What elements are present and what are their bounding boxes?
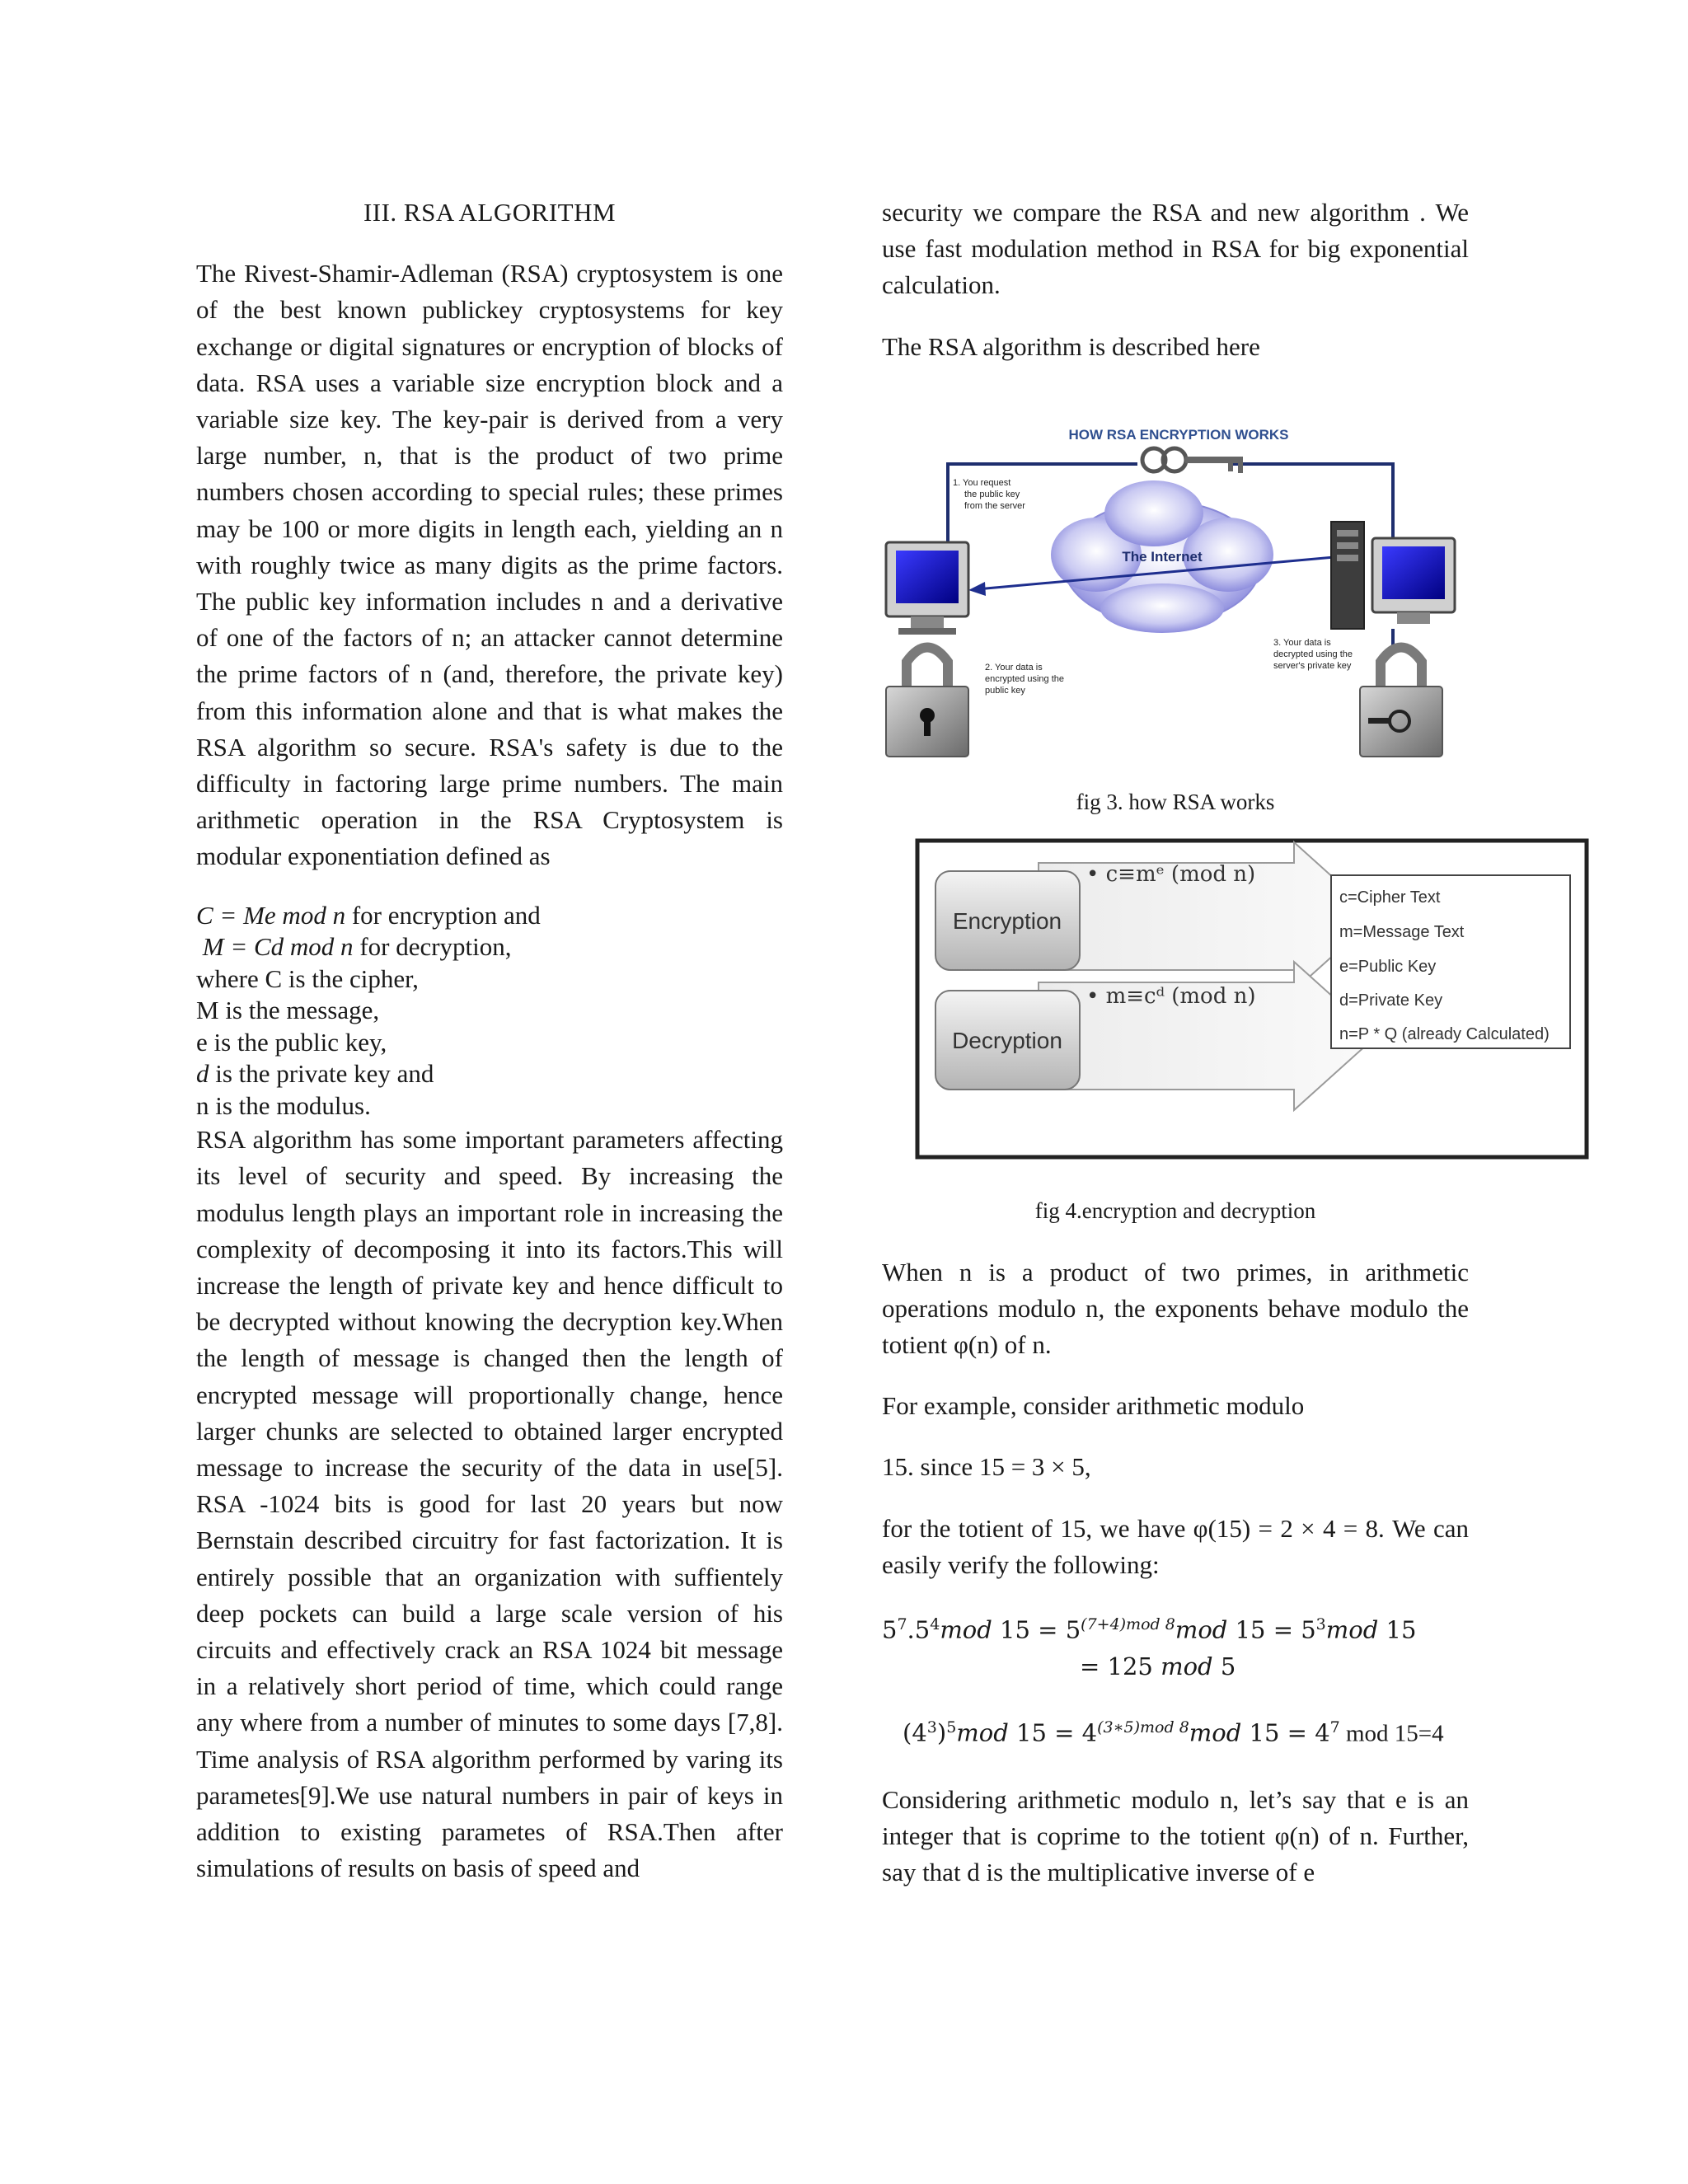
formula-symbol: d [196, 1059, 209, 1089]
eq-term: .5 [907, 1615, 931, 1644]
client-computer-icon [886, 542, 968, 635]
unlocked-lock-icon [1360, 647, 1442, 757]
eq-mod: mod [1160, 1652, 1213, 1680]
formula-definition: n is the modulus. [196, 1090, 371, 1120]
eq-term: 4 [1081, 1718, 1098, 1747]
encryption-formula: • c≡mᵉ (mod n) [1086, 862, 1256, 888]
lock-icon [886, 647, 968, 757]
section-heading: III. RSA ALGORITHM [363, 198, 617, 227]
server-computer-icon [1372, 538, 1455, 624]
spacer [882, 1486, 1469, 1511]
eq-term: 15 = [1227, 1615, 1301, 1644]
eq-mod: mod [956, 1718, 1009, 1747]
eq-term: 5 [1301, 1615, 1316, 1644]
spacer [882, 1363, 1469, 1388]
diagram-title: HOW RSA ENCRYPTION WORKS [1068, 426, 1289, 443]
rsa-intro-paragraph: The Rivest-Shamir-Adleman (RSA) cryptosystem is one of the best known publickey cryptosystems for key exchange or digital signatures or encryption of blocks of data. RSA uses a variable size encryption block and a variable size key. The key-pair is derived from a very large number, n, that is the product of two prime numbers chosen according to special rules; these primes may be 100 or more digits in length each, yielding an n with roughly twice as many digits as the prime factors. The public key information includes n and a derivative of one of the factors of n; an attacker cannot determine the prime factors of n (and, therefore, the private key) from this information alone and that is what makes the RSA algorithm so secure. RSA's safety is due to the difficulty in factoring large prime numbers. The main arithmetic operation in the RSA Cryptosystem is modular exponentiation defined as [196, 259, 783, 871]
spacer [882, 304, 1469, 329]
note-encrypt-public: 2. Your data is encrypted using the public key [985, 662, 1065, 696]
internet-label: The Internet [1122, 548, 1203, 565]
spacer [882, 1583, 1469, 1606]
eq-mod: mod [1325, 1615, 1379, 1644]
spacer [882, 1752, 1469, 1782]
algorithm-intro: The RSA algorithm is described here [882, 331, 1260, 361]
eq-term: 4 [1315, 1718, 1330, 1747]
eq-term: 5 [1212, 1652, 1236, 1680]
eq-exponent: 3 [1315, 1615, 1326, 1634]
rsa-parameters-paragraph: RSA algorithm has some important parameters affecting its level of security and speed. By increasing the modulus length plays an important role in increasing the complexity of decomposing it into its factors.This will increase the length of private key and hence difficult to be decrypted without knowing the decryption key.When the length of message is changed then the length of encrypted message will proportionally change, hence larger chunks are selected to obtained larger encrypted message to increase the security of the data in use[5]. RSA -1024 bits is good for last 20 years but now Bernstain described circuitry for fast factorization. It is entirely possible that an organization with suffientely deep pockets can build a large scale version of his circuits and effectively crack an RSA 1024 bit message in a relatively short period of time, which could range any where from a number of minutes to some days [7,8]. Time analysis of RSA algorithm performed by varing its parametes[9].We use natural numbers in pair of keys in addition to existing parametes of RSA.Then after simulations of results on basis of speed and [196, 1125, 783, 1883]
eq-exponent: 3 [926, 1718, 937, 1737]
eq-exponent: (7+4)mod 8 [1081, 1615, 1175, 1634]
encryption-formula: C = Me mod n [196, 900, 346, 930]
encryption-formula-line [196, 900, 783, 932]
note-decrypt-private: 3. Your data is decrypted using the server's private key [1273, 637, 1353, 671]
coprime-paragraph: Considering arithmetic modulo n, let’s say that e is an integer that is coprime to the totient φ(n) of n. Further, say that d is the multiplicative inverse of e [882, 1784, 1469, 1887]
encryption-label: Encryption [952, 908, 1062, 935]
example-paragraph: For example, consider arithmetic modulo [882, 1391, 1305, 1421]
eq-term: 15 = [1008, 1718, 1082, 1747]
figure-4 [915, 838, 1550, 1229]
eq-mod: mod [1189, 1718, 1242, 1747]
eq-term: 5 [1065, 1615, 1081, 1644]
formula-text: for decryption, [353, 932, 512, 962]
figure-3 [882, 415, 1469, 820]
formula-text: is the private key and [209, 1059, 434, 1089]
spacer [882, 1424, 1469, 1449]
decryption-label: Decryption [952, 1028, 1062, 1054]
figure-4-caption: fig 4.encryption and decryption [1034, 1198, 1316, 1224]
eq-exponent: 7 [897, 1615, 907, 1634]
spacer [882, 1230, 1469, 1254]
eq-term: 15 [1378, 1615, 1417, 1644]
decryption-formula: M = Cd mod n [202, 932, 354, 962]
spacer [882, 1685, 1469, 1709]
figure-3-caption: fig 3. how RSA works [1076, 790, 1275, 815]
eq-exponent: 4 [930, 1615, 940, 1634]
rsa-works-diagram [882, 415, 1469, 761]
formula-definition: M is the message, [196, 996, 380, 1025]
eq-mod: mod [1175, 1615, 1228, 1644]
eq-term: 5 [882, 1615, 898, 1644]
eq-exponent: 7 [1329, 1718, 1340, 1737]
eq-term: (4 [903, 1718, 927, 1747]
eq-term: ) [936, 1718, 947, 1747]
eq-mod: mod [940, 1615, 992, 1644]
arrow-head-icon [968, 582, 986, 596]
formula-definition: where C is the cipher, [196, 963, 419, 993]
spacer [196, 875, 783, 900]
note-request-key: 1. You request the public key from the server [953, 477, 1025, 511]
example-factorization: 15. since 15 = 3 × 5, [882, 1452, 1091, 1482]
eq-term: 15 = [992, 1615, 1066, 1644]
totient-example-paragraph: for the totient of 15, we have φ(15) = 2 × 4 = 8. We can easily verify the following: [882, 1513, 1469, 1579]
formula-definition: e is the public key, [196, 1027, 387, 1057]
equation-1 [882, 1606, 1469, 1648]
equation-1-line-2 [882, 1648, 1469, 1685]
legend-list: c=Cipher Text m=Message Text e=Public Key d=Private Key n=P * Q (already Calculated) [1339, 888, 1550, 1044]
eq-term: mod 15=4 [1339, 1720, 1444, 1747]
decryption-formula-line [196, 931, 783, 963]
eq-exponent: (3∗5)mod 8 [1097, 1718, 1189, 1737]
eq-term: = 125 [1080, 1652, 1161, 1680]
server-icon [1331, 522, 1364, 629]
eq-exponent: 5 [946, 1718, 957, 1737]
equation-2 [882, 1709, 1469, 1752]
eq-term: 15 = [1241, 1718, 1315, 1747]
formula-definition-line [196, 1058, 783, 1090]
right-column [882, 194, 1550, 1891]
totient-paragraph: When n is a product of two primes, in arithmetic operations modulo n, the exponents behave modulo the totient φ(n) of n. [882, 1257, 1469, 1360]
formula-text: for encryption and [345, 900, 541, 930]
security-paragraph: security we compare the RSA and new algorithm . We use fast modulation method in RSA for big exponential calculation. [882, 198, 1469, 300]
key-icon [1142, 448, 1243, 473]
rsa-formula-block [196, 900, 783, 1122]
decryption-formula: • m≡cᵈ (mod n) [1086, 984, 1256, 1010]
left-column [196, 194, 783, 1886]
encryption-decryption-diagram [915, 838, 1589, 1160]
